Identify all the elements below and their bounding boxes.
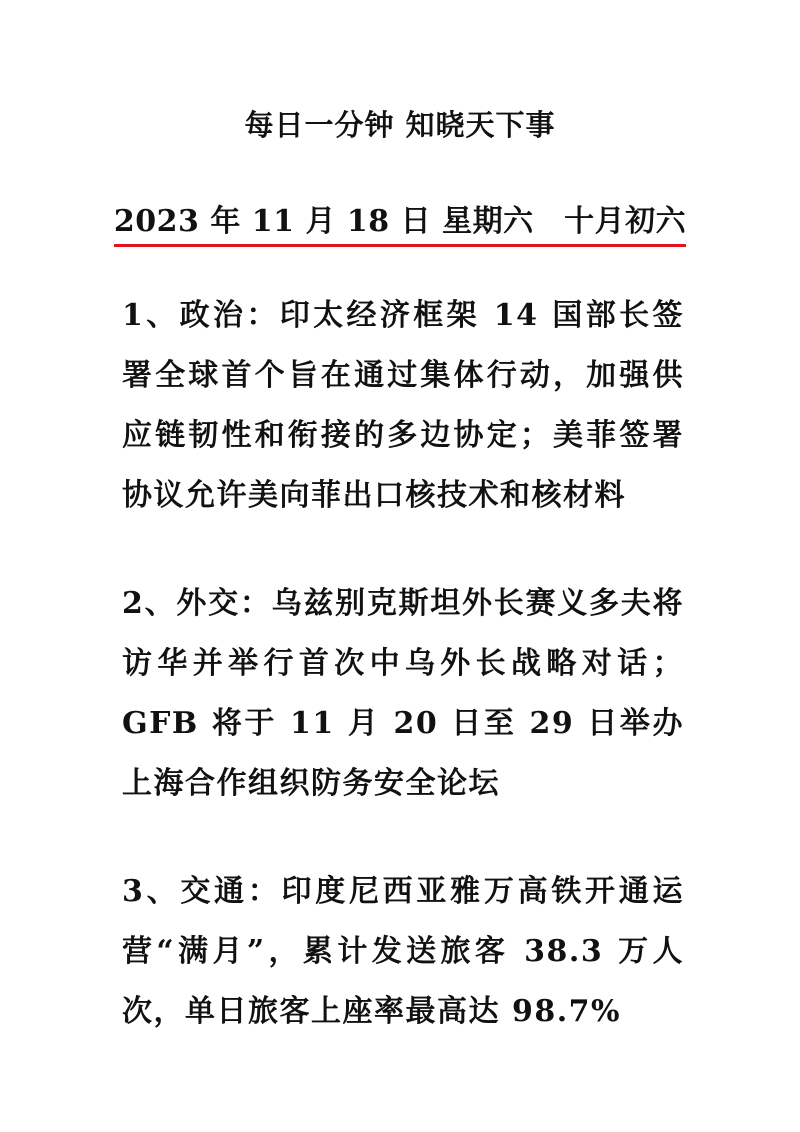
- news-item-diplomacy: 2、外交：乌兹别克斯坦外长赛义多夫将访华并举行首次中乌外长战略对话；GFB 将于 11 月 20 日至 29 日举办上海合作组织防务安全论坛: [122, 586, 684, 801]
- news-item-politics: 1、政治：印太经济框架 14 国部长签署全球首个旨在通过集体行动，加强供应链韧性和衔接的多边协定；美菲签署协议允许美向菲出口核技术和核材料: [122, 298, 684, 513]
- date-line-wrapper: [0, 196, 800, 247]
- page-title: 每日一分钟 知晓天下事: [244, 108, 556, 142]
- news-item-transport: 3、交通：印度尼西亚雅万高铁开通运营“满月”，累计发送旅客 38.3 万人次，单日旅客上座率最高达 98.7%: [122, 874, 684, 1029]
- date-line: 2023 年 11 月 18 日 星期六 十月初六: [114, 196, 686, 247]
